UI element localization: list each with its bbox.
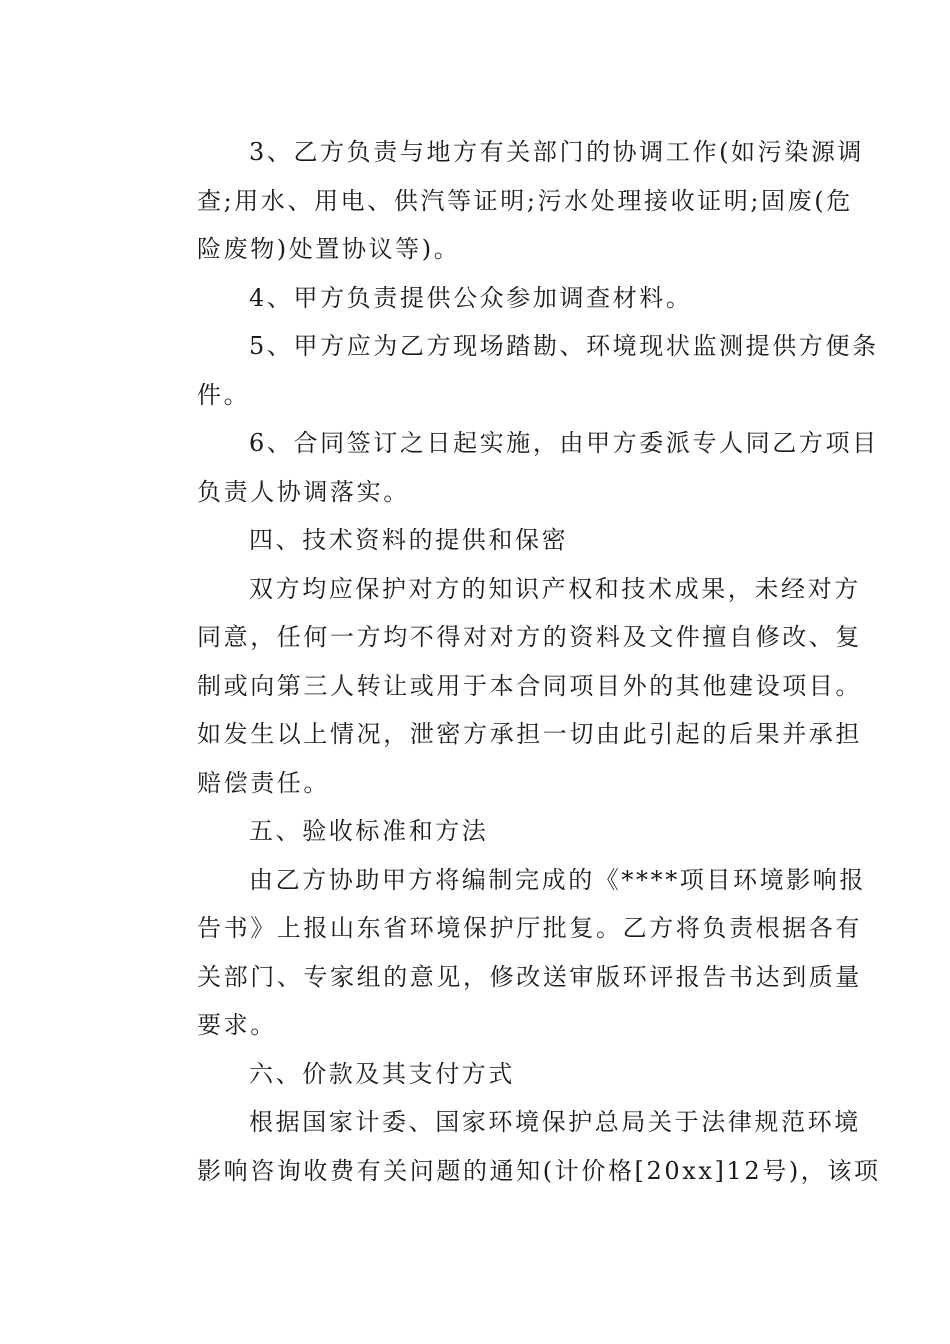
text-line: 险废物)处置协议等)。 xyxy=(197,235,461,263)
heading-line: 五、验收标准和方法 xyxy=(249,817,489,845)
text-line: 赔偿责任。 xyxy=(197,768,330,797)
text-line: 同意，任何一方均不得对对方的资料及文件擅自修改、复 xyxy=(197,623,862,651)
text-line: 制或向第三人转让或用于本合同项目外的其他建设项目。 xyxy=(197,671,862,700)
text-line: 负责人协调落实。 xyxy=(197,477,410,506)
text-line: 要求。 xyxy=(197,1011,277,1039)
text-line: 5、甲方应为乙方现场踏勘、环境现状监测提供方便条 xyxy=(249,332,879,360)
section-body-4 xyxy=(145,565,862,808)
paragraph-item-3 xyxy=(145,128,865,274)
text-line: 双方均应保护对方的知识产权和技术成果，未经对方 xyxy=(249,574,861,603)
text-line: 6、合同签订之日起实施，由甲方委派专人同乙方项目 xyxy=(249,429,879,457)
section-heading-5 xyxy=(145,807,815,856)
section-body-6 xyxy=(145,1098,881,1195)
heading-line: 四、技术资料的提供和保密 xyxy=(249,526,569,554)
text-line: 根据国家计委、国家环境保护总局关于法律规范环境 xyxy=(249,1108,861,1136)
heading-line: 六、价款及其支付方式 xyxy=(249,1059,515,1088)
text-line: 如发生以上情况，泄密方承担一切由此引起的后果并承担 xyxy=(197,720,862,748)
paragraph-item-6 xyxy=(145,419,879,516)
text-line: 件。 xyxy=(197,380,251,409)
text-line: 由乙方协助甲方将编制完成的《****项目环境影响报 xyxy=(249,865,866,894)
paragraph-item-5 xyxy=(145,322,879,419)
text-line: 告书》上报山东省环境保护厅批复。乙方将负责根据各有 xyxy=(197,914,862,942)
section-body-5 xyxy=(145,856,866,1050)
text-line: 3、乙方负责与地方有关部门的协调工作(如污染源调 xyxy=(249,138,865,166)
section-heading-6 xyxy=(145,1050,815,1099)
section-heading-4 xyxy=(145,516,815,565)
document-body xyxy=(145,128,881,1195)
paragraph-item-4 xyxy=(145,274,815,323)
text-line: 关部门、专家组的意见，修改送审版环评报告书达到质量 xyxy=(197,962,862,991)
text-line: 查;用水、用电、供汽等证明;污水处理接收证明;固废(危 xyxy=(197,186,853,215)
text-line: 4、甲方负责提供公众参加调查材料。 xyxy=(249,283,693,312)
text-line: 影响咨询收费有关问题的通知(计价格[20xx]12号)，该项 xyxy=(197,1156,881,1185)
